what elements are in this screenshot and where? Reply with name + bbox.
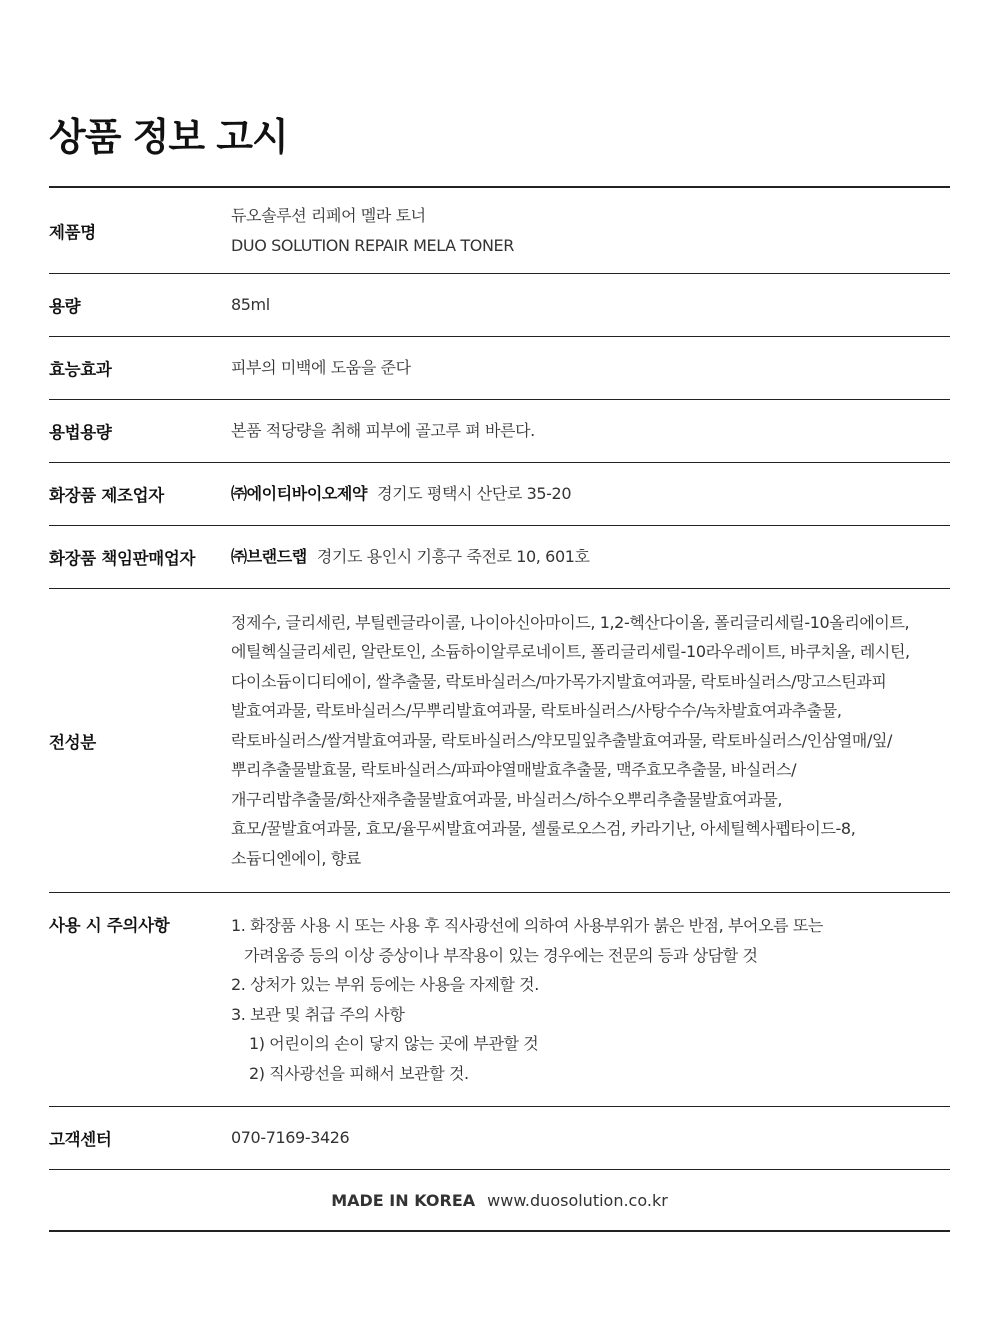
label-product-name: 제품명 bbox=[49, 222, 96, 242]
ingredients-line: 락토바실러스/쌀겨발효여과물, 락토바실러스/약모밀잎추출발효여과물, 락토바실러스/인삼열매/잎/ bbox=[231, 730, 892, 750]
caution-item-3: 3. 보관 및 취급 주의 사항 bbox=[231, 1004, 405, 1024]
page-title: 상품 정보 고시 bbox=[49, 115, 288, 159]
row-customer-service bbox=[49, 1107, 950, 1170]
value-customer-service: 070-7169-3426 bbox=[231, 1128, 350, 1148]
value-manufacturer bbox=[231, 479, 950, 509]
row-product-name bbox=[49, 188, 950, 274]
label-ingredients: 전성분 bbox=[49, 732, 96, 752]
seller-company: ㈜브랜드랩 bbox=[231, 547, 307, 567]
ingredients-line: 정제수, 글리세린, 부틸렌글라이콜, 나이아신아마이드, 1,2-헥산다이올, 폴리글리세릴-10올리에이트, bbox=[231, 612, 910, 632]
row-usage bbox=[49, 400, 950, 463]
row-seller bbox=[49, 526, 950, 589]
made-in-label: MADE IN KOREA bbox=[331, 1190, 476, 1210]
caution-item-1-cont: 가려움증 등의 이상 증상이나 부작용이 있는 경우에는 전문의 등과 상담할 것 bbox=[244, 945, 758, 965]
ingredients-line: 에틸헥실글리세린, 알란토인, 소듐하이알루로네이트, 폴리글리세릴-10라우레이트, 바쿠치올, 레시틴, bbox=[231, 642, 910, 662]
ingredients-line: 효모/꿀발효여과물, 효모/율무씨발효여과물, 셀룰로오스검, 카라기난, 아세틸헥사펩타이드-8, bbox=[231, 819, 856, 839]
label-caution: 사용 시 주의사항 bbox=[49, 916, 170, 935]
value-volume: 85ml bbox=[231, 295, 270, 315]
caution-item-3-1: 1) 어린이의 손이 닿지 않는 곳에 부관할 것 bbox=[249, 1034, 539, 1053]
ingredients-line: 소듐디엔에이, 향료 bbox=[231, 848, 361, 868]
ingredients-line: 발효여과물, 락토바실러스/무뿌리발효여과물, 락토바실러스/사탕수수/녹차발효여과추출물, bbox=[231, 701, 842, 721]
footer bbox=[49, 1170, 950, 1232]
label-effect: 효능효과 bbox=[49, 360, 112, 379]
label-manufacturer: 화장품 제조업자 bbox=[49, 486, 164, 505]
caution-item-3-2: 2) 직사광선을 피해서 보관할 것. bbox=[249, 1063, 469, 1083]
row-ingredients bbox=[49, 589, 950, 893]
value-seller bbox=[231, 542, 950, 572]
row-caution bbox=[49, 893, 950, 1107]
value-caution bbox=[231, 911, 950, 1088]
website-url: www.duosolution.co.kr bbox=[487, 1190, 668, 1210]
row-manufacturer bbox=[49, 463, 950, 526]
label-volume: 용량 bbox=[49, 297, 81, 316]
caution-item-2: 2. 상처가 있는 부위 등에는 사용을 자제할 것. bbox=[231, 975, 539, 994]
value-product-name bbox=[231, 201, 950, 260]
row-volume bbox=[49, 274, 950, 337]
product-info-notice bbox=[49, 0, 950, 1232]
label-customer-service: 고객센터 bbox=[49, 1130, 112, 1149]
ingredients-line: 다이소듐이디티에이, 쌀추출물, 락토바실러스/마가목가지발효여과물, 락토바실러스/망고스틴과피 bbox=[231, 671, 887, 691]
ingredients-line: 뿌리추출물발효물, 락토바실러스/파파야열매발효추출물, 맥주효모추출물, 바실러스/ bbox=[231, 760, 797, 780]
ingredients-line: 개구리밥추출물/화산재추출물발효여과물, 바실러스/하수오뿌리추출물발효여과물, bbox=[231, 789, 783, 809]
row-effect bbox=[49, 337, 950, 400]
manufacturer-address: 경기도 평택시 산단로 35-20 bbox=[377, 484, 572, 504]
seller-address: 경기도 용인시 기흥구 죽전로 10, 601호 bbox=[316, 547, 590, 567]
product-name-korean: 듀오솔루션 리페어 멜라 토너 bbox=[231, 206, 426, 225]
label-usage: 용법용량 bbox=[49, 423, 112, 442]
label-seller: 화장품 책임판매업자 bbox=[49, 549, 196, 568]
caution-item-1: 1. 화장품 사용 시 또는 사용 후 직사광선에 의하여 사용부위가 붉은 반점, 부어오름 또는 bbox=[231, 916, 823, 935]
manufacturer-company: ㈜에이티바이오제약 bbox=[231, 484, 368, 504]
value-ingredients bbox=[231, 608, 950, 874]
product-name-english: DUO SOLUTION REPAIR MELA TONER bbox=[231, 235, 514, 255]
value-effect: 피부의 미백에 도움을 준다 bbox=[231, 358, 411, 378]
value-usage: 본품 적당량을 취해 피부에 골고루 펴 바른다. bbox=[231, 421, 535, 441]
